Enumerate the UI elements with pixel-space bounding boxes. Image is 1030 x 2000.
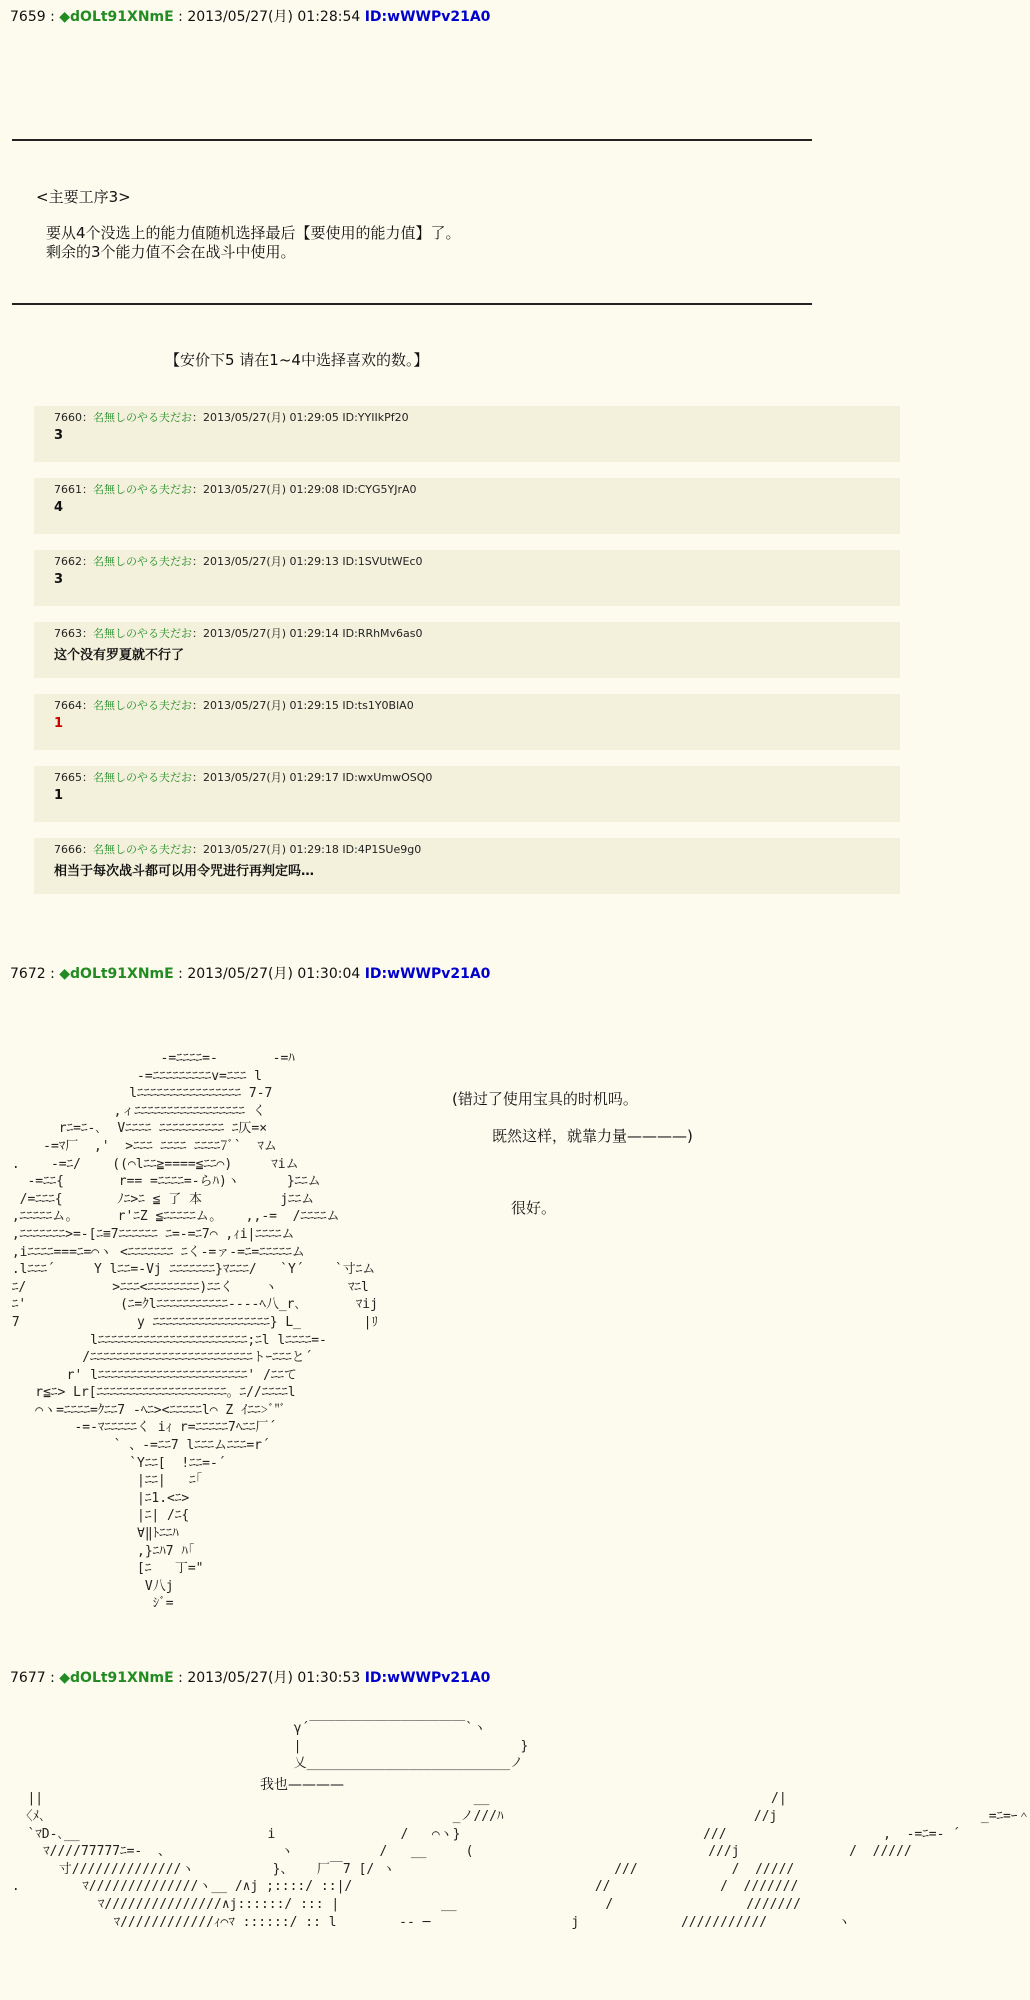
reply-name[interactable]: 名無しのやる夫だお bbox=[93, 771, 192, 784]
poster-trip: ◆dOLt91XNmE bbox=[59, 9, 174, 25]
reply-name[interactable]: 名無しのやる夫だお bbox=[93, 843, 192, 856]
post-date: : 2013/05/27(月) 01:28:54 bbox=[173, 9, 365, 25]
reply-body: 4 bbox=[54, 500, 64, 515]
reply-post bbox=[34, 622, 900, 678]
post-number: 7672 : bbox=[10, 966, 55, 982]
poster-id: ID:wWWPv21A0 bbox=[364, 966, 491, 982]
body-line: 要从4个没选上的能力值随机选择最后【要使用的能力值】了。 bbox=[46, 224, 461, 242]
poster-id: ID:wWWPv21A0 bbox=[364, 9, 491, 25]
reply-post bbox=[34, 766, 900, 822]
body-line: 剩余的3个能力值不会在战斗中使用。 bbox=[46, 243, 296, 261]
post-number: 7659 : bbox=[10, 9, 55, 25]
section-title: <主要工序3> bbox=[36, 188, 131, 206]
reply-body: 3 bbox=[54, 572, 64, 587]
reply-name[interactable]: 名無しのやる夫だお bbox=[93, 699, 192, 712]
post-header bbox=[10, 963, 490, 983]
reply-name[interactable]: 名無しのやる夫だお bbox=[93, 483, 192, 496]
divider bbox=[12, 139, 812, 141]
reply-header: 7664：名無しのやる夫だお：2013/05/27(月) 01:29:15 ID:ts1Y0BlA0 bbox=[54, 699, 414, 712]
reply-post bbox=[34, 550, 900, 606]
reply-body: 3 bbox=[54, 428, 64, 443]
reply-post bbox=[34, 406, 900, 462]
reply-name[interactable]: 名無しのやる夫だお bbox=[93, 627, 192, 640]
anchor-prompt: 【安价下5 请在1~4中选择喜欢的数。】 bbox=[165, 351, 429, 369]
reply-post bbox=[34, 838, 900, 894]
post-date: : 2013/05/27(月) 01:30:04 bbox=[173, 966, 365, 982]
ascii-art-character: -=ﾆﾆﾆﾆ=- -=ﾊ -=ﾆﾆﾆﾆﾆﾆﾆﾆﾆv=ﾆﾆﾆ l lﾆﾆﾆﾆﾆﾆﾆﾆﾆﾆﾆﾆﾆﾆﾆﾆ 7-7 ,ィﾆﾆﾆﾆﾆﾆﾆﾆﾆﾆﾆﾆﾆﾆﾆﾆﾆ く rﾆ=ﾆ-､ Vﾆﾆﾆﾆ ﾆﾆﾆﾆﾆﾆﾆﾆﾆﾆ ﾆ仄=× -=ﾏ厂 ,' >ﾆﾆﾆ ﾆﾆﾆﾆ ﾆﾆﾆﾆ7ﾞ` ﾏム . -=ﾆ/ ((⌒lﾆﾆ≧====≦ﾆﾆ⌒) ﾏiム -=ﾆﾆ{ r== =ﾆﾆﾆﾆ=-らﾊ)ヽ }ﾆﾆム /=ﾆﾆﾆ{ ﾉﾆ>ﾆ ≦ 了 本 jﾆﾆム ,ﾆﾆﾆﾆﾆム。 r'ﾆZ ≦ﾆﾆﾆﾆﾆム。 ,,-= /ﾆﾆﾆﾆム ,ﾆﾆﾆﾆﾆﾆﾆ>=-[ﾆ≡7ﾆﾆﾆﾆﾆﾆ ﾆ=-=ﾆ7⌒ ,ｨi|ﾆﾆﾆﾆム ,iﾆﾆﾆﾆ===ﾆ=⌒ヽ <ﾆﾆﾆﾆﾆﾆﾆ ﾆく-=ァ-=ﾆ=ﾆﾆﾆﾆﾆム .lﾆﾆﾆ´ Y lﾆﾆ=-Vj ﾆﾆﾆﾆﾆﾆﾆ}ﾏﾆﾆﾆ/ `Y´ `寸ﾆム ﾆ/ >ﾆﾆﾆ<ﾆﾆﾆﾆﾆﾆﾆﾆ)ﾆﾆく ヽ ﾏﾆl ﾆ' (ﾆ=ｸlﾆﾆﾆﾆﾆﾆﾆﾆﾆﾆﾆ----ﾍ八_r､ ﾏij 7 y ﾆﾆﾆﾆﾆﾆﾆﾆﾆﾆﾆﾆﾆﾆﾆﾆﾆﾆ} L_ |ﾘ lﾆﾆﾆﾆﾆﾆﾆﾆﾆﾆﾆﾆﾆﾆﾆﾆﾆﾆﾆﾆﾆﾆﾆ;ﾆl lﾆﾆﾆﾆ=- /ﾆﾆﾆﾆﾆﾆﾆﾆﾆﾆﾆﾆﾆﾆﾆﾆﾆﾆﾆﾆﾆﾆﾆﾆﾆトｰﾆﾆﾆと´ r' lﾆﾆﾆﾆﾆﾆﾆﾆﾆﾆﾆﾆﾆﾆﾆﾆﾆﾆﾆﾆﾆﾆﾆ' /ﾆﾆて r≦ﾆ> Lr[ﾆﾆﾆﾆﾆﾆﾆﾆﾆﾆﾆﾆﾆﾆﾆﾆﾆﾆﾆﾆ。ﾆ//ﾆﾆﾆﾆl ⌒ヽ=ﾆﾆﾆﾆ=ｸﾆﾆ7 -ﾍﾆ><ﾆﾆﾆﾆﾆl⌒ Z ｲﾆﾆ>ﾞ"ﾞ -=-ﾏﾆﾆﾆﾆﾆく iｨ r=ﾆﾆﾆﾆﾆ7ﾍﾆﾆ厂´ ` 、-=ﾆﾆ7 lﾆﾆﾆムﾆﾆﾆ=r´ `Yﾆﾆ[ !ﾆﾆ=-´ |ﾆﾆ| ﾆ｢ |ﾆ1.<ﾆ> |ﾆ| /ﾆ{ ∀‖ﾄﾆﾆﾊ ,}ﾆﾊ7 ﾊ｢ [ﾆ 丁=" V八j ｼﾞ= bbox=[11, 1051, 378, 1612]
reply-header: 7662：名無しのやる夫だお：2013/05/27(月) 01:29:13 ID:1SVUtWEc0 bbox=[54, 555, 423, 568]
speech-bubble-text: 我也———— bbox=[260, 1777, 344, 1793]
reply-header: 7666：名無しのやる夫だお：2013/05/27(月) 01:29:18 ID:4P1SUe9g0 bbox=[54, 843, 422, 856]
reply-post bbox=[34, 694, 900, 750]
poster-trip: ◆dOLt91XNmE bbox=[59, 1670, 174, 1686]
reply-body: 这个没有罗夏就不行了 bbox=[54, 648, 185, 663]
reply-body: 1 bbox=[54, 716, 64, 731]
post-header bbox=[10, 6, 490, 26]
post-number: 7677 : bbox=[10, 1670, 55, 1686]
reply-header: 7661：名無しのやる夫だお：2013/05/27(月) 01:29:08 ID:CYG5YJrA0 bbox=[54, 483, 417, 496]
ascii-art-scene: γ´￣￣￣￣￣￣￣￣￣￣￣￣`ヽ | } 乂__________________________ノ || __ /| 〈ﾒ､ _ノ///ﾊ //j _=ﾆ=ｰ＾ `ﾏD-､__ i / ⌒ヽ} /// , -=ﾆ=- ´ ﾏ////77777ﾆ=- 、 ヽ / __ ( ///j / ///// 寸//////////////ヽ }、 厂￣7 [/ ヽ /// / ///// . ﾏ//////////////ヽ__ /∧j ;::::/ ::|/ // / /////// ﾏ///////////////∧j::::::/ ::: | __ / /////// ﾏ////////////ｨ⌒ﾏ ::::::/ :: l -- ─ j /////////// ヽ bbox=[11, 1721, 1030, 1930]
reply-header: 7665：名無しのやる夫だお：2013/05/27(月) 01:29:17 ID:wxUmwOSQ0 bbox=[54, 771, 433, 784]
post-header bbox=[10, 1667, 490, 1687]
narration-line: 很好。 bbox=[511, 1199, 557, 1217]
reply-body: 1 bbox=[54, 788, 64, 803]
poster-id: ID:wWWPv21A0 bbox=[364, 1670, 491, 1686]
reply-post bbox=[34, 478, 900, 534]
narration-line: 既然这样，就靠力量————) bbox=[492, 1127, 693, 1145]
reply-name[interactable]: 名無しのやる夫だお bbox=[93, 555, 192, 568]
narration-line: (错过了使用宝具的时机吗。 bbox=[452, 1090, 638, 1108]
reply-name[interactable]: 名無しのやる夫だお bbox=[93, 411, 192, 424]
poster-trip: ◆dOLt91XNmE bbox=[59, 966, 174, 982]
reply-header: 7663：名無しのやる夫だお：2013/05/27(月) 01:29:14 ID:RRhMv6as0 bbox=[54, 627, 423, 640]
divider bbox=[12, 303, 812, 305]
reply-body: 相当于每次战斗都可以用令咒进行再判定吗… bbox=[54, 864, 315, 879]
reply-header: 7660：名無しのやる夫だお：2013/05/27(月) 01:29:05 ID:YYIIkPf20 bbox=[54, 411, 409, 424]
post-date: : 2013/05/27(月) 01:30:53 bbox=[173, 1670, 365, 1686]
